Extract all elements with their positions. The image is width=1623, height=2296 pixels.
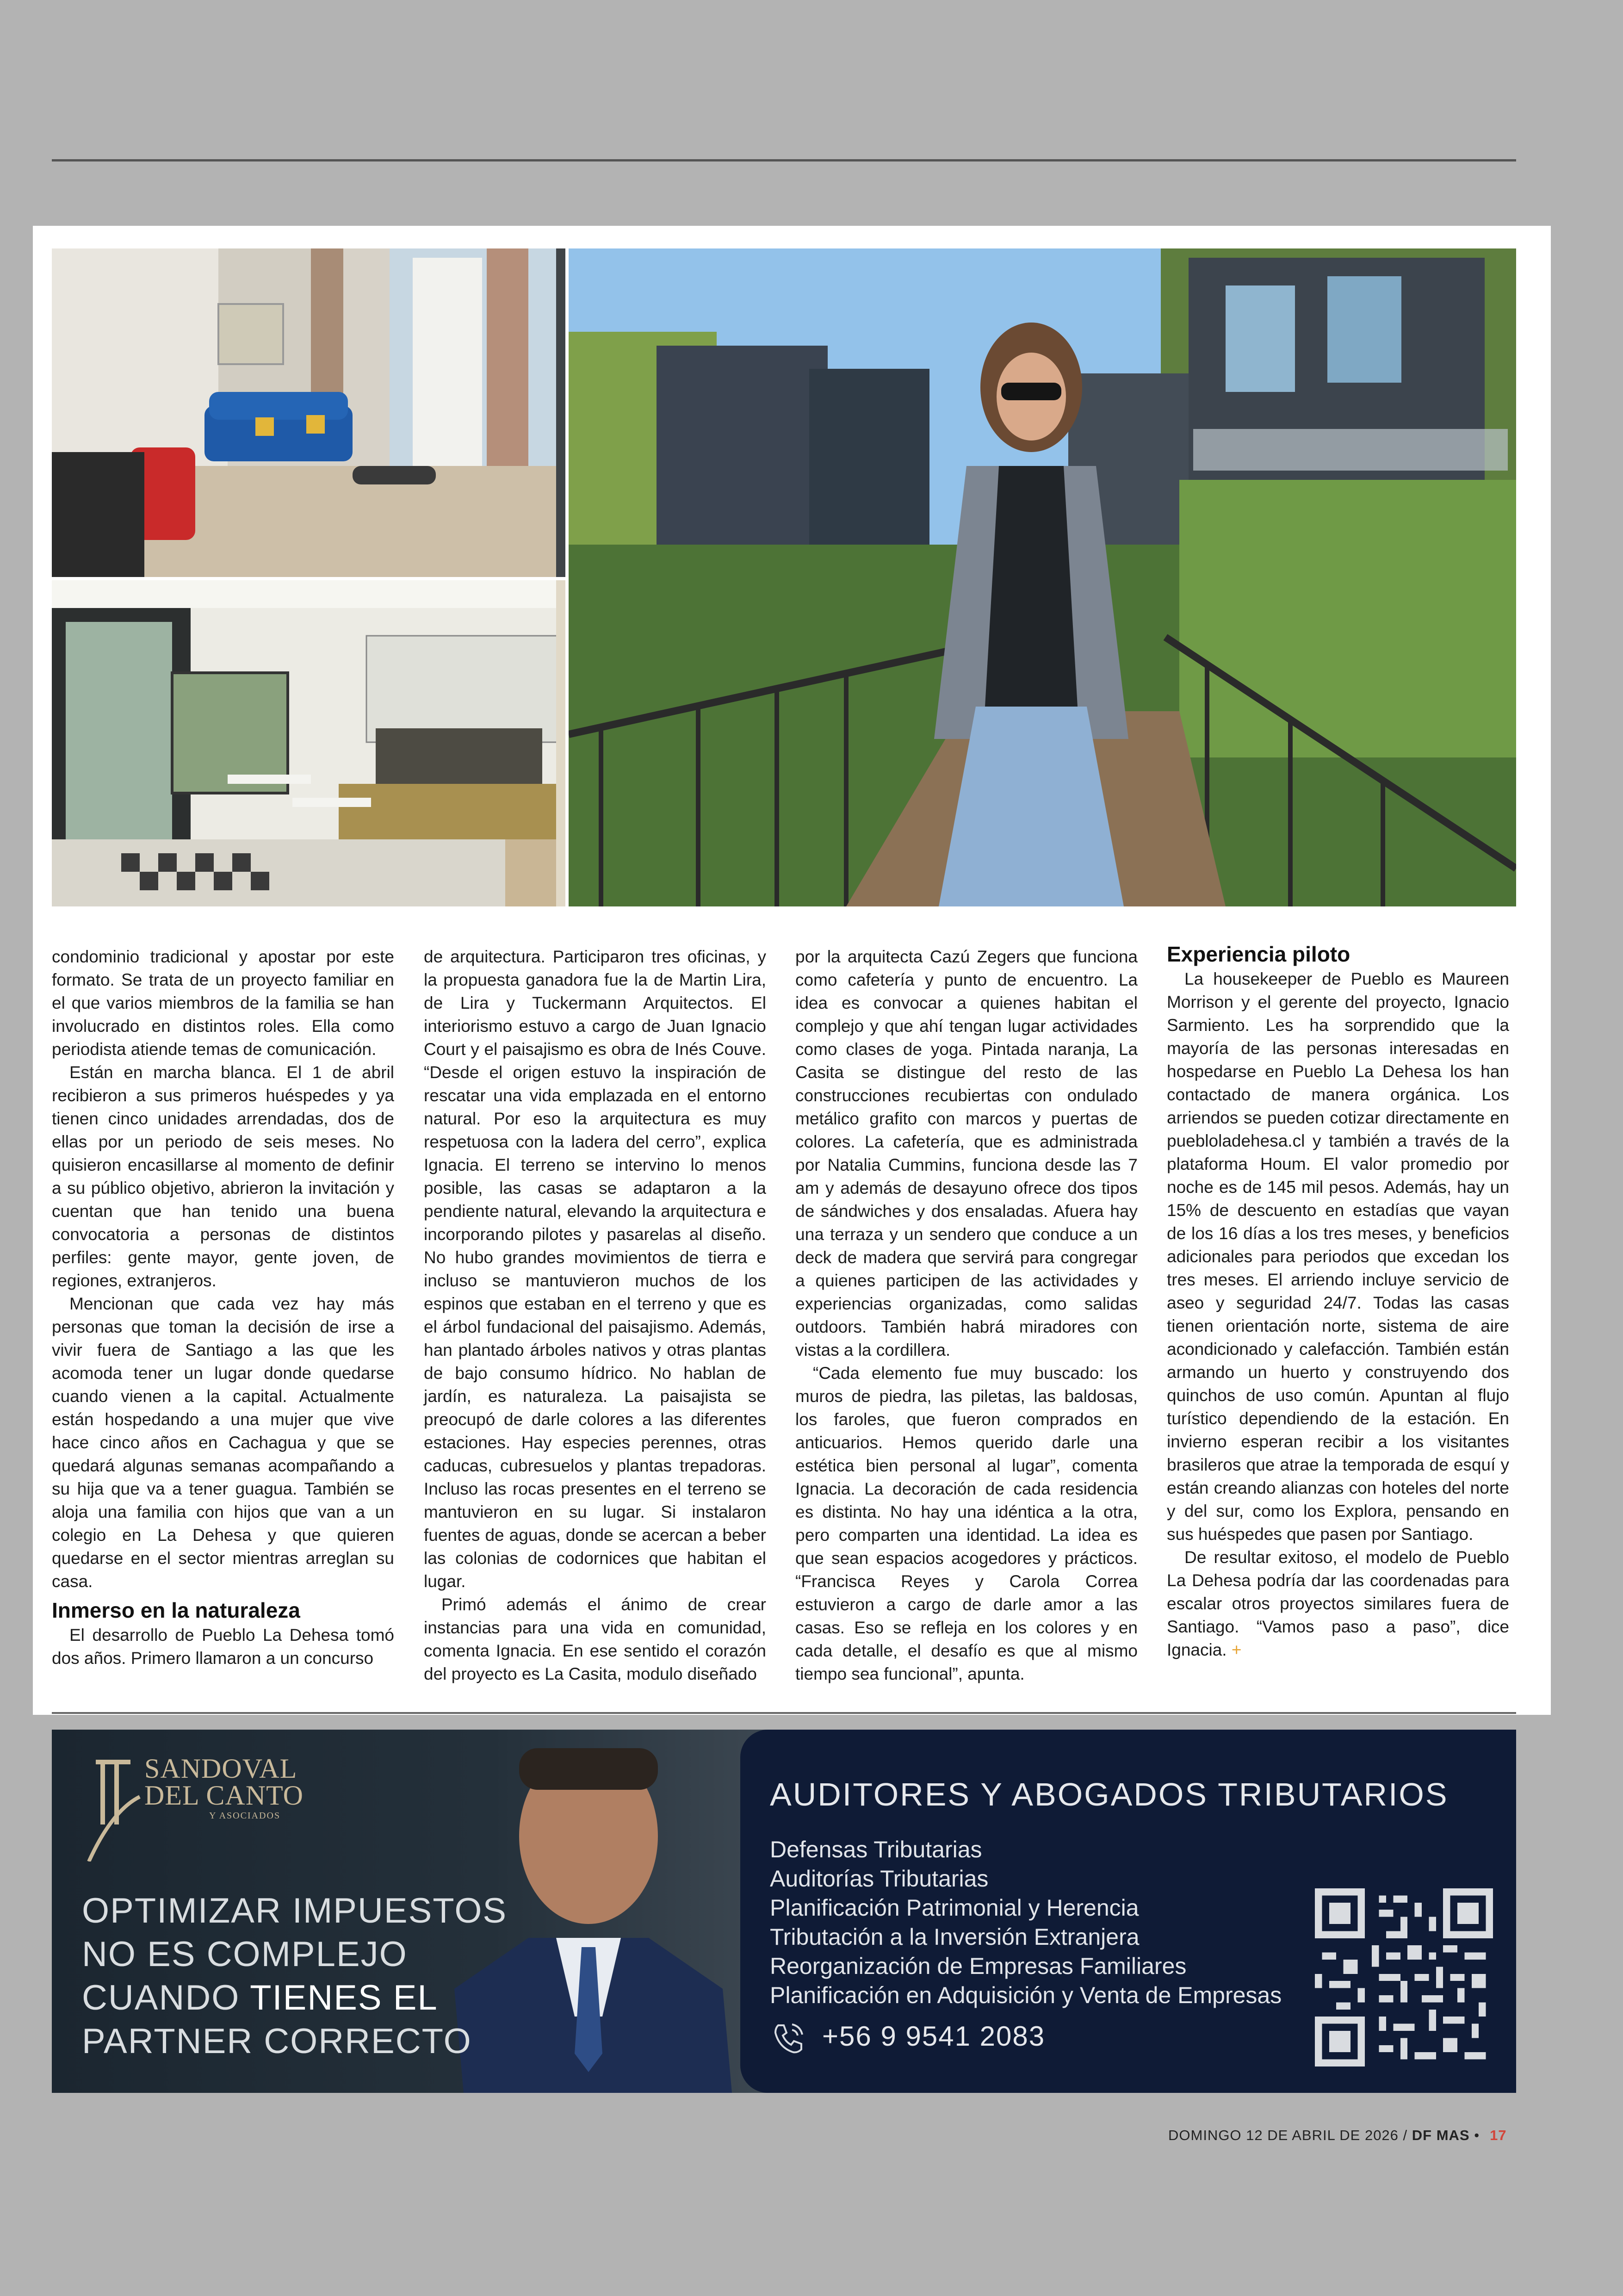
service-item: Auditorías Tributarias	[770, 1866, 989, 1892]
body-paragraph: Están en marcha blanca. El 1 de abril recibieron a sus primeros huéspedes y ya tienen cinco unidades arrendadas, dos de ellas por un periodo de seis meses. No quisieron encasillarse al momento de definir a su público objetivo, abrieron la invitación y cuentan que han tenido una buena convocatoria a personas de distintos perfiles: gente mayor, gente joven, de regiones, extranjeros.	[52, 1063, 394, 1290]
body-paragraph: La housekeeper de Pueblo es Maureen Morrison y el gerente del proyecto, Ignacio Sarmiento. Les ha sorprendido que la mayoría de las personas interesadas en hospedarse en Pueblo La Dehesa los han contactado de manera orgánica. Los arriendos se pueden cotizar directamente en puebloladehesa.cl y también a través de la plataforma Houm. El valor promedio por noche es de 145 mil pesos. Además, hay un 15% de descuento en estadías que vayan de los 16 días a los tres meses, y beneficios adicionales para periodos que excedan los tres meses. El arriendo incluye servicio de aseo y seguridad 24/7. Todas las casas tienen orientación norte, sistema de aire acondicionado y calefacción. También están armando un huerto y construyendo dos quinchos de uso común. Apuntan al flujo turístico dependiendo de la estación. En invierno esperan recibir a los visitantes brasileros que atrae la temporada de esquí y están creando alianzas con hoteles del norte y del sur, como los Explora, pensando en sus huéspedes que pasen por Santiago.	[1167, 969, 1509, 1544]
page-footer	[1168, 2127, 1507, 2144]
service-item: Defensas Tributarias	[770, 1837, 982, 1862]
body-paragraph: por la arquitecta Cazú Zegers que funciona como cafetería y punto de encuentro. La idea es convocar a quienes habitan el complejo y que ahí tengan lugar actividades como clases de yoga. Pintada naranja, La Casita se distingue del resto de las construcciones recubiertas con ondulado metálico grafito con marcos y puertas de colores. La cafetería, que es administrada por Natalia Cummins, funciona desde las 7 am y además de desayuno ofrece dos tipos de sándwiches y dos ensaladas. Afuera hay una terraza y un sendero que conduce a un deck de madera que servirá para congregar a quienes participen de las actividades y experiencias organizadas, como salidas outdoors. También habrá miradores con vistas a la cordillera.	[795, 947, 1138, 1359]
phone-icon	[770, 2020, 807, 2057]
service-item: Reorganización de Empresas Familiares	[770, 1953, 1187, 1979]
issue-date: DOMINGO 12 DE ABRIL DE 2026 /	[1168, 2127, 1412, 2143]
body-paragraph: Mencionan que cada vez hay más personas que toman la decisión de irse a vivir fuera de Santiago a las que les acomoda tener un lugar donde quedarse cuando vienen a la capital. Actualmente están hospedando a una mujer que vive hace cinco años en Cachagua y que se quedará algunas semanas acompañando a su hija que va a tener guagua. También se aloja una familia con hijos que van a un colegio en La Dehesa y que quieren quedarse en el sector mientras arreglan su casa.	[52, 1294, 394, 1591]
slogan-line: PARTNER CORRECTO	[82, 2022, 472, 2061]
end-mark: +	[1231, 1640, 1242, 1659]
logo-wordmark	[144, 1755, 304, 1809]
top-rule	[52, 159, 1516, 161]
publication-name: DF MAS	[1412, 2127, 1470, 2143]
slogan-line: OPTIMIZAR IMPUESTOS	[82, 1891, 508, 1930]
body-paragraph: condominio tradicional y apostar por este formato. Se trata de un proyecto familiar en el que varios miembros de la familia se han involucrado en distintos roles. Ella como periodista atiende temas de comunicación.	[52, 947, 394, 1059]
columns-logo-icon	[84, 1755, 144, 1862]
body-paragraph: El desarrollo de Pueblo La Dehesa tomó dos años. Primero llamaron a un concurso	[52, 1626, 394, 1668]
article-column-4	[1167, 941, 1509, 1662]
closing-paragraph-text: De resultar exitoso, el modelo de Pueblo La Dehesa podría dar las coordenadas para escalar otros proyectos similares fuera de Santiago. “Vamos paso a paso”, dice Ignacia.	[1167, 1548, 1509, 1659]
logo-line: DEL CANTO	[144, 1780, 304, 1811]
logo-subtitle: Y ASOCIADOS	[209, 1811, 281, 1821]
subheading: Inmerso en la naturaleza	[52, 1598, 300, 1622]
services-list	[770, 1835, 1282, 2010]
slogan-line	[82, 1976, 507, 2020]
footer-separator: •	[1469, 2127, 1480, 2143]
living-room-photo	[52, 248, 565, 577]
ad-headline: AUDITORES Y ABOGADOS TRIBUTARIOS	[770, 1776, 1449, 1812]
service-item: Planificación en Adquisición y Venta de Empresas	[770, 1982, 1282, 2008]
main-portrait-photo	[569, 248, 1516, 906]
service-item: Tributación a la Inversión Extranjera	[770, 1924, 1140, 1950]
body-paragraph: de arquitectura. Participaron tres oficinas, y la propuesta ganadora fue la de Martin Lira, de Lira y Tuckermann Arquitectos. El interiorismo estuvo a cargo de Juan Ignacio Court y el paisajismo es obra de Inés Couve. “Desde el origen estuvo la inspiración de rescatar una vida emplazada en el entorno natural. Por eso la arquitectura es muy respetuosa con la ladera del cerro”, explica Ignacia. El terreno se intervino lo menos posible, las casas se adaptaron a la pendiente natural, elevando la arquitectura e incorporando pilotes y pasarelas al diseño. No hubo grandes movimientos de tierra e incluso se mantuvieron muchos de los espinos que estaban en el terreno y que es el árbol fundacional del paisajismo. Además, han plantado árboles nativos y otras plantas de bajo consumo hídrico. No hablan de jardín, es naturaleza. La paisajista se preocupó de darle colores a las diferentes estaciones. Hay especies perennes, otras caducas, cubresuelos y plantas trepadoras. Incluso las rocas presentes en el terreno se mantuvieron en su lugar. Si instalaron fuentes de aguas, donde se acercan a beber las colonias de codornices que habitan el lugar.	[424, 947, 766, 1591]
bottom-rule	[52, 1712, 1516, 1714]
body-paragraph	[1167, 1546, 1509, 1662]
slogan-text: CUANDO	[82, 1978, 250, 2017]
advertisement-banner[interactable]	[52, 1730, 1516, 2093]
page-number: 17	[1490, 2127, 1507, 2143]
article-column-1	[52, 945, 394, 1670]
cafe-interior-photo	[52, 580, 565, 906]
slogan-line: NO ES COMPLEJO	[82, 1935, 408, 1974]
logo-line: SANDOVAL	[144, 1753, 297, 1784]
body-paragraph: “Cada elemento fue muy buscado: los muros de piedra, las piletas, las baldosas, los faroles, que fueron comprados en anticuarios. Hemos querido darle una estética bien personal al lugar”, comenta Ignacia. La decoración de cada residencia es distinta. No hay una idéntica a la otra, pero comparten una identidad. La idea es que sean espacios acogedores y prácticos. “Francisca Reyes y Carola Correa estuvieron a cargo de darle amor a las casas. Eso se refleja en los colores y en cada detalle, el desafío es que al mismo tiempo sea funcional”, apunta.	[795, 1364, 1138, 1683]
slogan-emphasis: TIENES EL	[250, 1978, 438, 2017]
phone-number[interactable]: +56 9 9541 2083	[822, 2021, 1046, 2052]
subheading: Experiencia piloto	[1167, 942, 1350, 966]
service-item: Planificación Patrimonial y Herencia	[770, 1895, 1139, 1921]
article-column-3	[795, 945, 1138, 1686]
qr-code-icon[interactable]	[1315, 1888, 1493, 2066]
ad-slogan	[82, 1889, 507, 2063]
body-paragraph: Primó además el ánimo de crear instancias para una vida en comunidad, comenta Ignacia. En ese sentido el corazón del proyecto es La Casita, modulo diseñado	[424, 1595, 766, 1683]
article-column-2	[424, 945, 766, 1686]
